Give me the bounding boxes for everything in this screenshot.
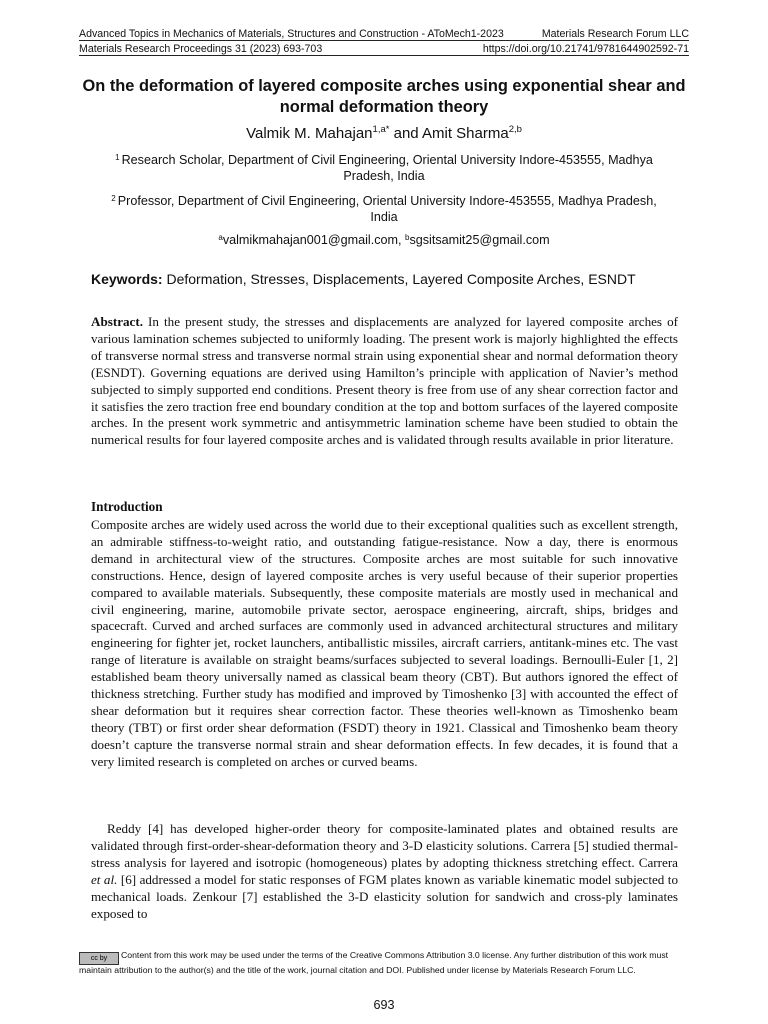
- affiliation-2-text: Professor, Department of Civil Engineering, Oriental University Indore-453555, Madhya Pradesh, India: [117, 194, 657, 224]
- author-2: Amit Sharma: [421, 125, 509, 142]
- intro-paragraph-1: Composite arches are widely used across the world due to their exceptional qualities such as excellent strength, an admirable stiffness-to-weight ratio, and outstanding fatigue-resistance. Now a day, there is enormous demand in architectural view of the structures. Composite arches are most suitable for such innovative constructions. Hence, design of layered composite arches is very useful because of their superior properties compared to available materials. Subsequently, these composite materials are mostly used in mechanical and civil engineering, marine, automobile private sector, aerospace engineering, aircraft, ships, bridges and spacecraft. Curved and arched surfaces are commonly used in advanced architectural structures and military engineering for fighter jet, rocket launchers, antiballistic missiles, aircraft carriers, antitank-mines etc. The vast range of literature is available on straight beams/surfaces subjected to several loadings. Bernoulli-Euler [1, 2] established beam theory universally named as classical beam theory (CBT). But authors ignored the effect of thickness stretching. Further study has modified and improved by Timoshenko [3] with accounted the effect of shear deformation but it requires shear correction factor. These theories well-known as Timoshenko beam theory (TBT) or first order shear deformation (FSDT) theory in 1921. Classical and Timoshenko beam theory doesn’t capture the transverse normal strain and shear deformation effects. In few decades, it is found that a very limited research is completed on arches or curved beams.: [91, 517, 678, 769]
- section-heading-introduction: Introduction: [91, 499, 163, 514]
- running-header-bottom: [79, 43, 689, 55]
- running-header-top: [79, 28, 689, 40]
- author-connector: and: [389, 125, 422, 142]
- abstract: [91, 314, 678, 449]
- doi-link[interactable]: https://doi.org/10.21741/9781644902592-71: [482, 43, 689, 55]
- affiliation-1: [100, 150, 668, 184]
- keywords: [91, 271, 689, 287]
- affiliation-2: [100, 191, 668, 225]
- header-divider-top: [79, 40, 689, 41]
- intro-paragraph-2-etal: et al.: [91, 871, 118, 887]
- conference-name: Advanced Topics in Mechanics of Materials, Structures and Construction - AToMech1-2023: [79, 28, 504, 40]
- affiliation-1-text: Research Scholar, Department of Civil Engineering, Oriental University Indore-453555, Madhya Pradesh, India: [121, 153, 653, 183]
- email-b-mark: b: [405, 233, 410, 242]
- email-line: [79, 233, 689, 247]
- author-1: Valmik M. Mahajan: [246, 125, 373, 142]
- publisher-name: Materials Research Forum LLC: [541, 28, 689, 40]
- page-number: 693: [373, 998, 395, 1012]
- keywords-text: Deformation, Stresses, Displacements, Layered Composite Arches, ESNDT: [162, 271, 636, 287]
- paper-title: On the deformation of layered composite arches using exponential shear and normal deformation theory: [82, 77, 686, 116]
- email-a[interactable]: valmikmahajan001@gmail.com: [222, 233, 398, 247]
- license-footnote: [79, 950, 690, 977]
- affiliation-2-mark: 2: [111, 194, 116, 203]
- cc-by-license-icon[interactable]: cc by: [79, 952, 119, 965]
- affiliation-1-mark: 1: [115, 153, 120, 162]
- email-b[interactable]: sgsitsamit25@gmail.com: [409, 233, 550, 247]
- author-line: [79, 124, 689, 142]
- email-separator: ,: [398, 233, 405, 247]
- email-a-mark: a: [218, 233, 223, 242]
- author-2-marks: 2,b: [508, 124, 522, 135]
- intro-paragraph-2: [91, 821, 678, 922]
- license-text: Content from this work may be used under the terms of the Creative Commons Attribution 3.0 license. Any further distribution of this work must maintain attribution to the author(s) and the title of the work, journal citation and DOI. Published under license by Materials Research Forum LLC.: [79, 950, 669, 975]
- abstract-label: Abstract.: [91, 314, 143, 329]
- header-divider-bottom: [79, 55, 689, 56]
- author-1-marks: 1,a*: [372, 124, 390, 135]
- intro-paragraph-2-b: [6] addressed a model for static responses of FGM plates known as variable kinematic model subjected to mechanical loads. Zenkour [7] established the 3-D elasticity solution for sandwich and cross-ply laminates exposed to: [91, 871, 678, 921]
- keywords-label: Keywords:: [91, 271, 163, 287]
- proceedings-citation: Materials Research Proceedings 31 (2023) 693-703: [79, 43, 323, 55]
- intro-paragraph-2-a: Reddy [4] has developed higher-order theory for composite-laminated plates and obtained results are validated through first-order-shear-deformation theory and 3-D elasticity solutions. Carrera [5] studied thermal-stress analysis for layered and isotropic (homogeneous) plates by adopting thickness stretching effect. Carrera: [91, 821, 678, 870]
- abstract-text: In the present study, the stresses and displacements are analyzed for layered composite arches of various lamination schemes subjected to uniformly loading. The present work is majorly highlighted the effects of transverse normal stress and transverse normal strain using exponential shear and normal deformation theory (ESNDT). Governing equations are derived using Hamilton’s principle with application of Navier’s method subjected to simply supported end conditions. Present theory is free from use of any shear correction factor and it satisfies the zero traction free end boundary condition at the top and bottom surfaces of the layered composite arches. In the present work symmetric and antisymmetric lamination scheme have been studied to obtain the numerical results for four layered composite arches and is validated through results available in prior literature.: [91, 314, 678, 448]
